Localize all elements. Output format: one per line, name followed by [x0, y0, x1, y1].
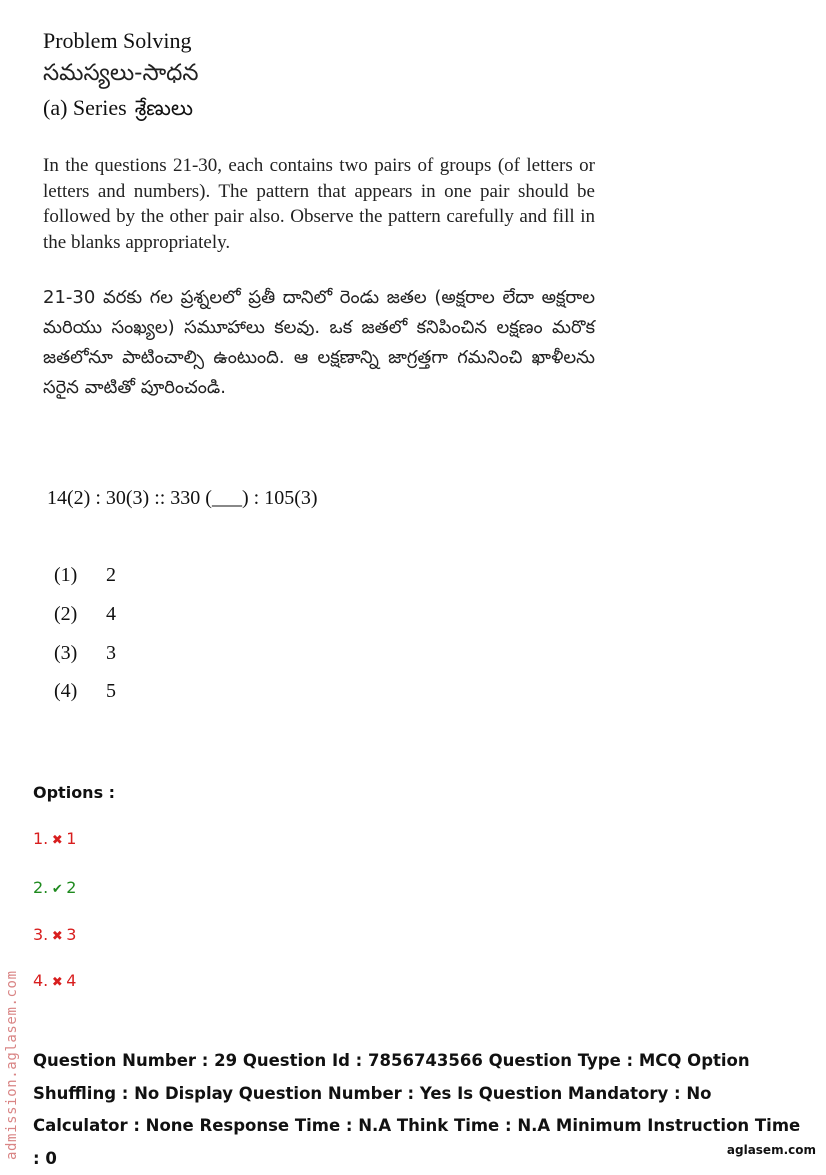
question-choice	[54, 564, 116, 587]
option-number: 4.	[33, 971, 49, 990]
subsection-heading	[43, 95, 193, 126]
section-title: Problem Solving	[43, 28, 192, 53]
check-icon: ✔	[51, 882, 63, 897]
option-value: 4	[66, 971, 77, 990]
watermark: admission.aglasem.com	[4, 970, 20, 1160]
option-number: 1.	[33, 829, 49, 848]
section-title-telugu: సమస్యలు-సాధన	[43, 60, 199, 86]
option-item	[33, 878, 76, 897]
option-number: 2.	[33, 878, 49, 897]
choice-value: 5	[106, 680, 116, 702]
option-value: 3	[66, 925, 77, 944]
choice-number: (2)	[54, 603, 78, 625]
subsection-heading-telugu: శ్రేణులు	[134, 96, 194, 120]
option-item	[33, 925, 76, 944]
question-text: 14(2) : 30(3) :: 330 (___) : 105(3)	[47, 487, 318, 509]
cross-icon: ✖	[51, 833, 63, 848]
question-choice	[54, 603, 116, 626]
footer-site: aglasem.com	[726, 1143, 816, 1157]
option-value: 2	[66, 878, 77, 897]
option-value: 1	[66, 829, 77, 848]
question-choice	[54, 680, 116, 703]
options-label: Options :	[33, 783, 116, 802]
choice-number: (1)	[54, 564, 78, 586]
option-number: 3.	[33, 925, 49, 944]
choice-number: (3)	[54, 642, 78, 664]
choice-value: 3	[106, 642, 116, 664]
choice-value: 4	[106, 603, 116, 625]
option-item	[33, 971, 76, 990]
instructions-telugu: 21-30 వరకు గల ప్రశ్నలలో ప్రతీ దానిలో రెండు జతల (అక్షరాల లేదా అక్షరాల మరియు సంఖ్యల) సమూహాలు కలవు. ఒక జతలో కనిపించిన లక్షణం మరొక జతలోనూ పాటించాల్సి ఉంటుంది. ఆ లక్షణాన్ని జాగ్రత్తగా గమనించి ఖాళీలను సరైన వాటితో పూరించండి.	[43, 287, 595, 398]
choice-number: (4)	[54, 680, 78, 702]
cross-icon: ✖	[51, 975, 63, 990]
choice-value: 2	[106, 564, 116, 586]
instructions-english: In the questions 21-30, each contains two pairs of groups (of letters or letters and numbers). The pattern that appears in one pair should be followed by the other pair also. Observe the pattern carefully and fill in the blanks appropriately.	[43, 155, 595, 253]
subsection-heading-english: (a) Series	[43, 95, 127, 120]
question-choice	[54, 642, 116, 665]
question-metadata: Question Number : 29 Question Id : 7856743566 Question Type : MCQ Option Shuffling : No Display Question Number : Yes Is Question Mandatory : No Calculator : None Response Time : N.A Think Time : N.A Minimum Instruction Time : 0	[33, 1051, 801, 1168]
cross-icon: ✖	[51, 929, 63, 944]
option-item	[33, 829, 76, 848]
